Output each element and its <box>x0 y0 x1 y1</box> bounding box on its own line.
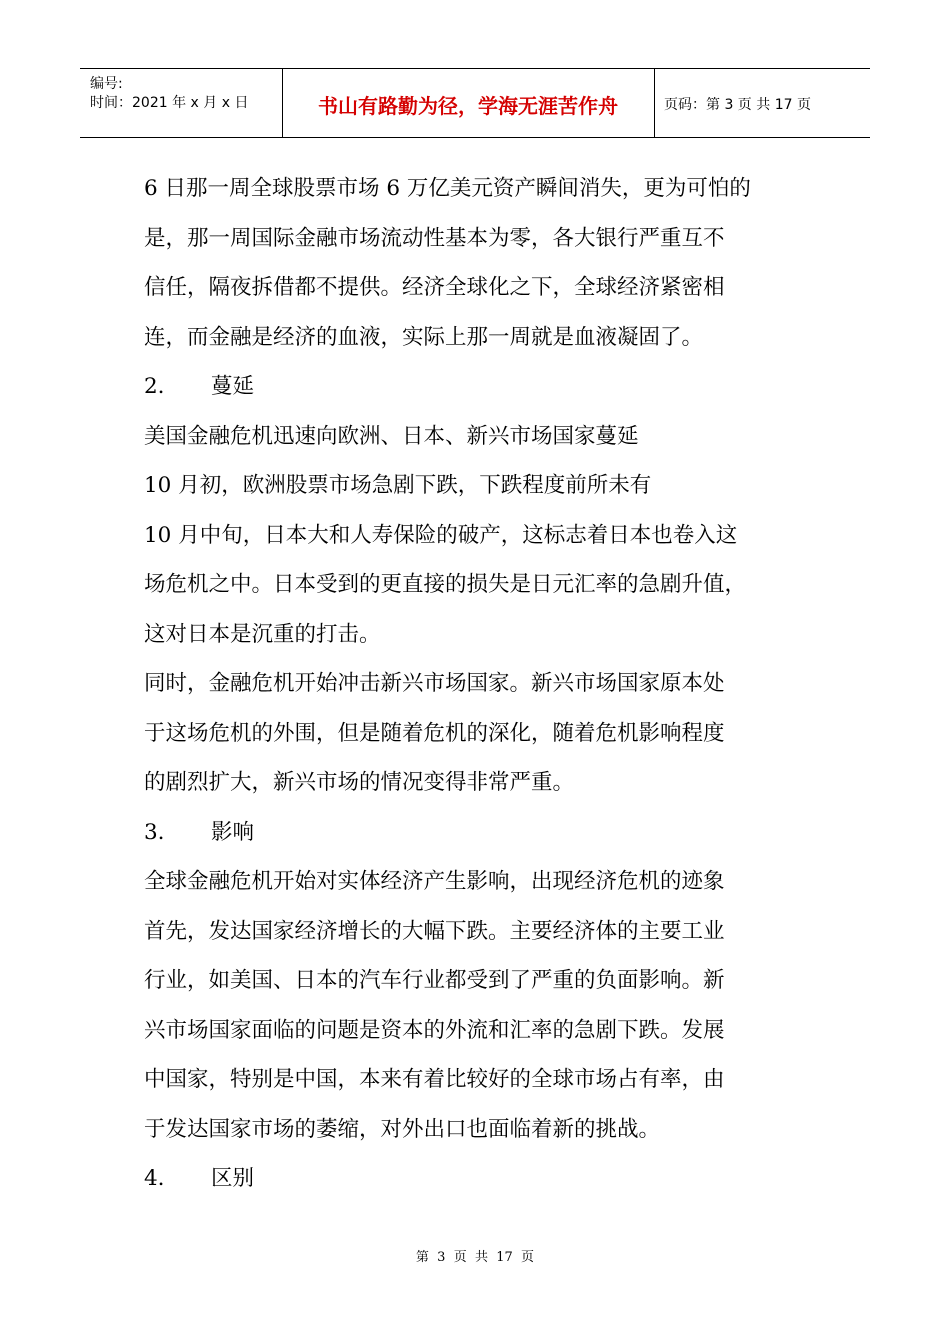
body-text-line: 的剧烈扩大，新兴市场的情况变得非常严重。 <box>144 770 575 795</box>
document-header <box>80 68 870 138</box>
page-footer: 第 3 页 共 17 页 <box>415 1250 535 1265</box>
body-text-line: 于发达国家市场的萎缩，对外出口也面临着新的挑战。 <box>144 1116 661 1142</box>
body-text-line: 连，而金融是经济的血液，实际上那一周就是血液凝固了。 <box>144 324 704 350</box>
header-motto-cell <box>282 69 655 137</box>
document-time-label: 时间：2021 年 x 月 x 日 <box>90 95 249 111</box>
section-heading <box>144 362 824 412</box>
header-motto: 书山有路勤为径，学海无涯苦作舟 <box>318 94 618 118</box>
body-text-line: 信任，隔夜拆借都不提供。经济全球化之下，全球经济紧密相 <box>144 275 725 300</box>
body-text-line: 同时，金融危机开始冲击新兴市场国家。新兴市场国家原本处 <box>144 671 725 696</box>
section-number: 3. <box>144 819 165 845</box>
body-text-line: 行业，如美国、日本的汽车行业都受到了严重的负面影响。新 <box>144 968 725 993</box>
document-number-label: 编号: <box>90 76 123 92</box>
body-text-line: 兴市场国家面临的问题是资本的外流和汇率的急剧下跌。发展 <box>144 1017 725 1043</box>
body-text-line: 6 日那一周全球股票市场 6 万亿美元资产瞬间消失，更为可怕的 <box>144 176 751 201</box>
body-text-line: 是，那一周国际金融市场流动性基本为零，各大银行严重互不 <box>144 225 725 251</box>
section-title: 蔓延 <box>211 374 255 399</box>
body-text-line: 于这场危机的外围，但是随着危机的深化，随着危机影响程度 <box>144 720 725 746</box>
section-title: 区别 <box>211 1166 255 1191</box>
header-page-info: 页码：第 3 页 共 17 页 <box>664 97 811 113</box>
section-heading <box>144 808 824 858</box>
body-text-line: 首先，发达国家经济增长的大幅下跌。主要经济体的主要工业 <box>144 918 725 944</box>
body-text-line: 10 月中旬，日本大和人寿保险的破产，这标志着日本也卷入这 <box>144 522 738 548</box>
body-text-line: 中国家，特别是中国，本来有着比较好的全球市场占有率，由 <box>144 1067 725 1092</box>
header-meta-cell <box>80 69 283 137</box>
header-page-cell <box>654 69 870 137</box>
body-text-line: 美国金融危机迅速向欧洲、日本、新兴市场国家蔓延 <box>144 423 639 449</box>
section-number: 2. <box>144 374 165 399</box>
body-text-line: 这对日本是沉重的打击。 <box>144 621 381 647</box>
body-text-line: 全球金融危机开始对实体经济产生影响，出现经济危机的迹象 <box>144 869 725 894</box>
section-number: 4. <box>144 1166 165 1191</box>
section-heading <box>144 1154 824 1204</box>
body-text-line: 10 月初，欧洲股票市场急剧下跌，下跌程度前所未有 <box>144 473 652 498</box>
document-body <box>144 164 824 1204</box>
body-text-line: 场危机之中。日本受到的更直接的损失是日元汇率的急剧升值， <box>144 572 747 597</box>
section-title: 影响 <box>211 819 255 845</box>
